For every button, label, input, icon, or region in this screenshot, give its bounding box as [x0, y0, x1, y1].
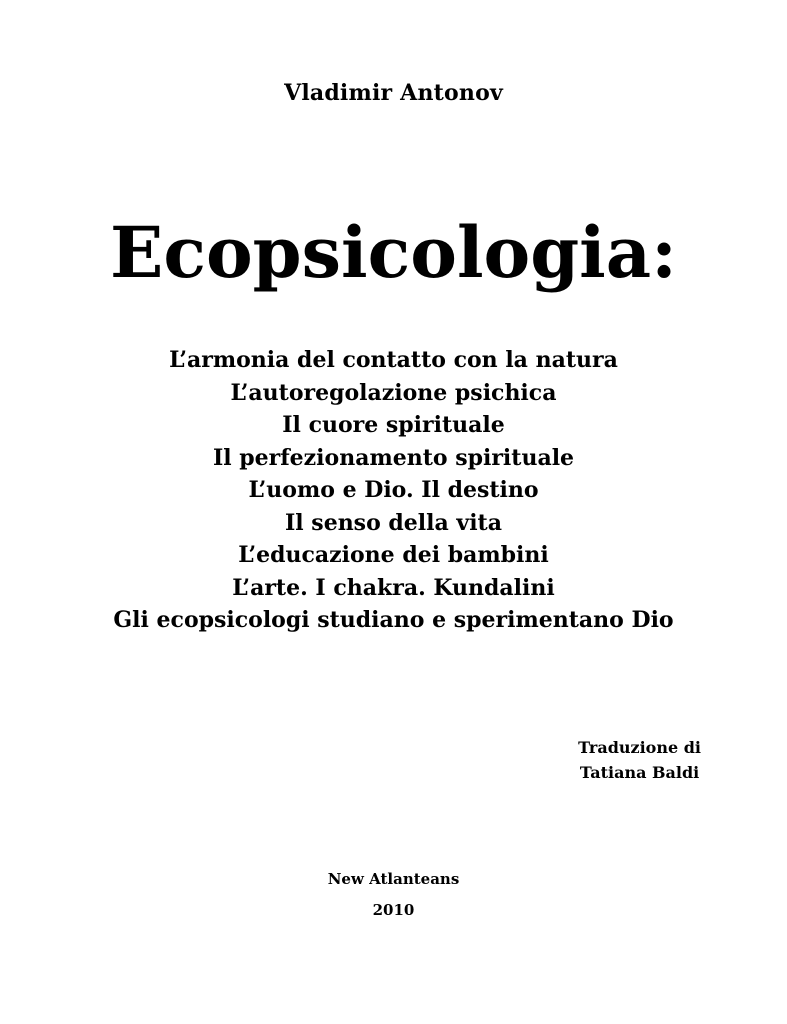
- subtitle-line: Il perfezionamento spirituale: [212, 444, 575, 471]
- publisher-block: [0, 864, 787, 926]
- translation-label: Traduzione di: [578, 738, 701, 757]
- subtitle-line: L’arte. I chakra. Kundalini: [232, 574, 555, 601]
- publisher-name: New Atlanteans: [327, 870, 460, 888]
- book-title: Ecopsicologia:: [110, 211, 677, 294]
- subtitle-line: L’armonia del contatto con la natura: [169, 347, 618, 373]
- subtitle-line: Il senso della vita: [285, 509, 502, 536]
- publication-year: 2010: [372, 901, 415, 919]
- subtitle-line: Gli ecopsicologi studiano e sperimentano Dio: [113, 607, 674, 633]
- subtitle-line: L’educazione dei bambini: [238, 542, 549, 568]
- subtitle-line: L’uomo e Dio. Il destino: [248, 477, 539, 503]
- subtitle-list: [0, 344, 787, 637]
- subtitle-line: L’autoregolazione psichica: [230, 379, 557, 406]
- subtitle-line: Il cuore spirituale: [282, 412, 505, 438]
- translation-credit: [578, 735, 701, 785]
- translator-name: Tatiana Baldi: [579, 763, 700, 782]
- author-name: Vladimir Antonov: [284, 80, 503, 106]
